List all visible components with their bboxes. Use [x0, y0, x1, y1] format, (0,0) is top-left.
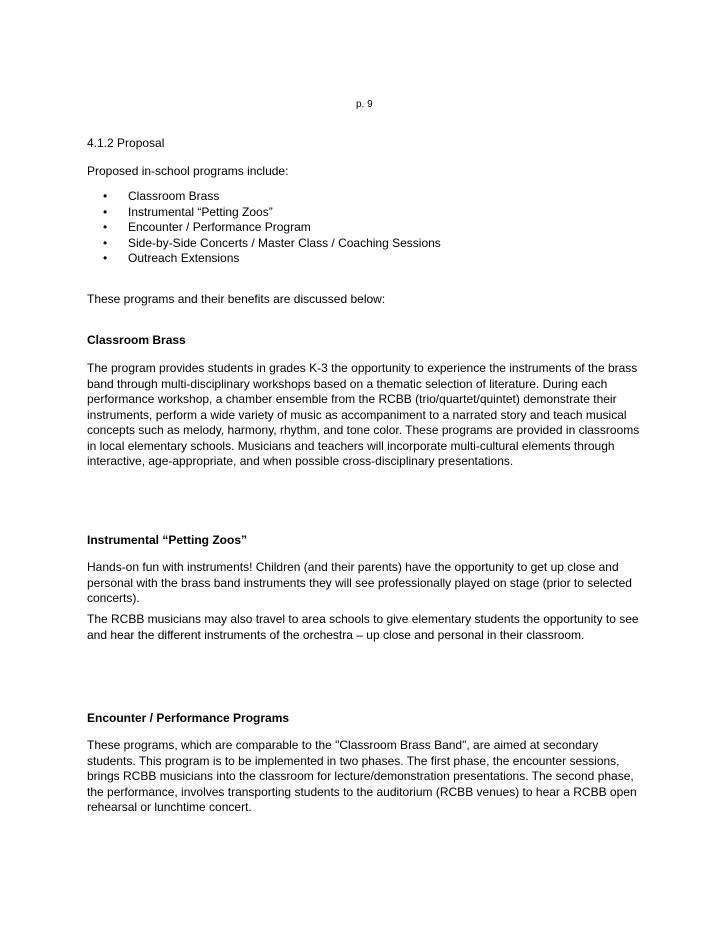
page-number: p. 9: [356, 99, 373, 110]
section-title: 4.1.2 Proposal: [87, 136, 165, 150]
list-item-text: Side-by-Side Concerts / Master Class / Coaching Sessions: [128, 235, 441, 250]
encounter-body: These programs, which are comparable to the "Classroom Brass Band", are aimed at secondary students. This program is to be implemented in two phases. The first phase, the encounter sessions, brings RCBB musicians into the classroom for lecture/demonstration presentations. The second phase, the performance, involves transporting students to the auditorium (RCBB venues) to hear a RCBB open rehearsal or lunchtime concert.: [87, 738, 637, 814]
list-item-text: Classroom Brass: [128, 189, 220, 203]
bullet-icon: •: [103, 235, 108, 250]
petting-zoos-heading: Instrumental “Petting Zoos”: [87, 533, 248, 547]
discussed-line: These programs and their benefits are discussed below:: [87, 292, 386, 306]
petting-zoos-body-2: The RCBB musicians may also travel to area schools to give elementary students the opportunity to see and hear the different instruments of the orchestra – up close and personal in their classroom.: [87, 612, 639, 642]
bullet-icon: •: [103, 251, 108, 265]
classroom-brass-heading: Classroom Brass: [87, 333, 186, 347]
list-item-text: Outreach Extensions: [128, 251, 240, 265]
bullet-icon: •: [103, 220, 108, 234]
list-item-text: Encounter / Performance Program: [128, 220, 311, 234]
classroom-brass-body: The program provides students in grades K-3 the opportunity to experience the instruments of the brass band through multi-disciplinary workshops based on a thematic selection of literature. During each performance workshop, a chamber ensemble from the RCBB (trio/quartet/quintet) demonstrate their instruments, perform a wide variety of music as accompaniment to a narrated story and teach musical concepts such as melody, harmony, rhythm, and tone color. These programs are provided in classrooms in local elementary schools. Musicians and teachers will incorporate multi-cultural elements through interactive, age-appropriate, and when possible cross-disciplinary presentations.: [87, 361, 640, 468]
list-item-text: Instrumental “Petting Zoos”: [128, 204, 273, 219]
intro-line: Proposed in-school programs include:: [87, 164, 289, 178]
petting-zoos-body-1: Hands-on fun with instruments! Children (and their parents) have the opportunity to get up close and personal with the brass band instruments they will see professionally played on stage (prior to selected concerts).: [87, 560, 632, 605]
bullet-icon: •: [103, 189, 108, 203]
bullet-icon: •: [103, 204, 108, 219]
encounter-heading: Encounter / Performance Programs: [87, 711, 290, 725]
